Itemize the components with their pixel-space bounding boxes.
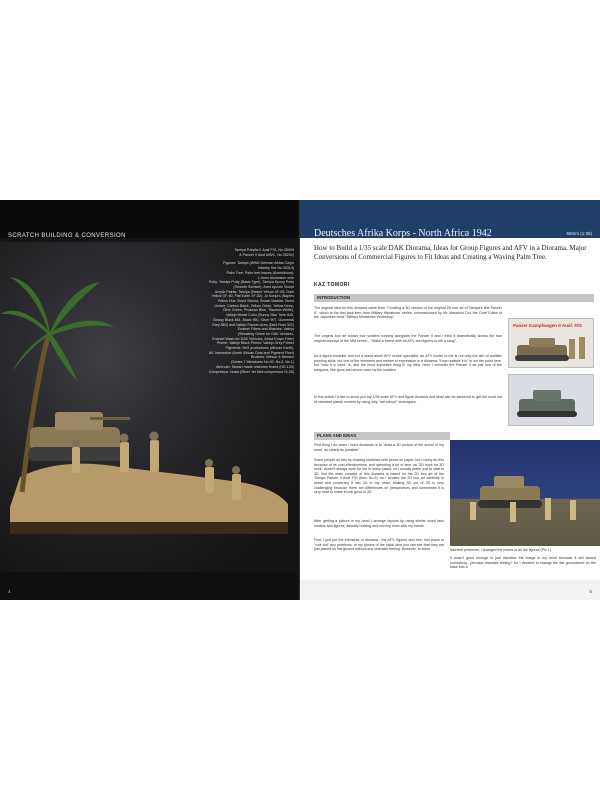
- credit-line: Yellow XF-60, Flat Earth XF-52), Jo Sonja's (Naples: [211, 294, 294, 299]
- palm-fronds: [0, 277, 115, 382]
- plans-paragraph: It wasn't good enough to just visualise the image in my mind because it still lacked something - perhaps dramatic feeling? So I decided to change the flat groundwork on the base into a: [450, 556, 596, 570]
- left-page: [0, 200, 300, 600]
- box-art-images: [508, 318, 594, 430]
- credit-line: Grey 863) and Vallejo Panzer Aces (Dark Rust 302): [211, 322, 294, 327]
- credit-line: Enamel Wash for DAK Vehicles, Africa Korps Filter): [212, 336, 294, 341]
- credit-line: Glossy Black 861, Black 950, Silver 997, Gunmetal: [212, 317, 294, 322]
- right-footer-band: [300, 580, 600, 600]
- credit-line: 1.5mm Aluminium wire: [257, 275, 294, 280]
- credit-line: Tamiya Pzkpfw II Ausf F/G, No.35009: [234, 248, 294, 252]
- credit-line: & Panzer II Ausf A/B/C, No.35292): [239, 252, 294, 257]
- scale-label: 50mm (1:35): [566, 231, 592, 236]
- intro-paragraph: The original idea for this diorama came from "Creating a 3D version of the original 2D box art of Tamiya's first Panzer II", which is the first tank item from Military Miniatures' series, commissioned by Mr. Masahiro Doi, the Chief Editor of the Japanese book "Military Miniatures Workshop".: [314, 306, 502, 320]
- credit-line: Figures: Tamiya (WWII German Africa Corps: [223, 261, 294, 266]
- credit-line: (Streaking Grime for DAK Vehicles,: [237, 331, 294, 336]
- plans-heading: PLANS AND IDEAS: [314, 432, 450, 440]
- plans-paragraph: First thing I do when I build dioramas is to "draw a 3D picture of the scene in my head, as clearly as possible".: [314, 443, 444, 452]
- credit-line: Yellow Hue, Burnt Sienna, Brown Madder, Burnt: [217, 299, 294, 304]
- box-art-panzer: [508, 318, 594, 368]
- materials-credits: [154, 248, 294, 374]
- introduction-heading: INTRODUCTION: [314, 294, 594, 302]
- plans-paragraph: After getting a picture in my head I arrange layouts by using similar sized tank models and figures, actually holding and moving them with my hands.: [314, 519, 444, 528]
- credit-line: Brushes: Winsor & Newton: [251, 355, 294, 360]
- credit-line: (Series 7 Miniatures No.00, No.0, No.1): [231, 360, 294, 365]
- credit-line: Umber, Carbon Black, Yellow Oxide, Yellow Deep,: [214, 303, 294, 308]
- credit-line: Compressor: Iwata (Silver Jet Mini compressor IS-35): [208, 369, 294, 374]
- intro-paragraph: As a figure-modeller and not a stand-alone AFV model specialist, an AFV model to me is not only the aim of realistic painting skills, but one of the elements and means of expression in a diorama. "How realistic it is" is not the point here, but "how it is used" is, and the most important thing in my idea. Here I consider the Panzer II as just one of the weapons, like guns and ammo used by the soldiers.: [314, 354, 502, 372]
- credit-line: Airbrush: Taiwan made unknown brand (HD-130): [216, 364, 294, 369]
- plans-paragraph: Some people do this by drawing sketches with pencil on paper, but I rarely do this because of its cost-effectiveness, and spending a lot of time on "2D work for 3D work" doesn't always work for me in many cases, so I usually prefer just to start in 3D. But the main concept of this diorama is based on the 2D box art of the Tamiya Panzer II Ausf F/G (Item No.9), so I studied the 2D box art carefully in detail and converted it into 3D in my head. Making 3D out of 2D is very challenging because there are differences on perspectives and sometimes it is very hard to make it look good in 3D.: [314, 458, 444, 495]
- credit-line: Infantry Set No.35314): [257, 266, 294, 271]
- left-footer-band: [0, 572, 300, 600]
- intro-paragraph: The original box art shows four soldiers running alongside the Panzer II and I think it dramatically shows the true original concept of the MM series... "Make a scene with an AFV and figures to tell a story".: [314, 334, 502, 343]
- right-page: [300, 200, 600, 600]
- box-art-illustration-2: [509, 375, 595, 427]
- left-page-number: 4: [8, 589, 11, 594]
- credit-line: Vallejo Model Color (Sunny Skin Tone 845,: [226, 313, 294, 318]
- section-title: SCRATCH BUILDING & CONVERSION: [8, 233, 126, 239]
- credit-line: Pigments: MIG productions (African Earth),: [225, 346, 294, 351]
- credit-line: (Smooth Surface), Aves Apoxie Sculpt: [233, 284, 294, 289]
- magazine-spread: [0, 200, 600, 600]
- credit-line: AK-Interactive (North African Dust and Pigment Fixer): [208, 350, 294, 355]
- article-title: Deutsches Afrika Korps - North Africa 1942: [314, 228, 492, 239]
- plans-paragraph: inherent problems, I changed the poses of all the figures (Pic 1).: [450, 548, 552, 552]
- base-plinth: [10, 522, 288, 534]
- credit-line: Palm Tree: Palm tree leaves (Kombiblum);: [226, 270, 294, 275]
- intro-paragraph: In this article I'd like to show you my 1/35 scale AFV and figure diorama and what can be achieved to get the most out of standard plastic models by using only "old school" techniques.: [314, 395, 502, 404]
- article-subtitle: How to Build a 1/35 scale DAK Diorama, Ideas for Group Figures and AFV in a Diorama, Major Conversions of Commercial Figures to Fit Ideas and Creating a Waving Palm Tree.: [314, 244, 587, 261]
- plans-paragraph: First, I just put the elements of diorama - the AFV, figures and tree, into place to "root out" any problems. In my photos of the initial idea you can see that they are just placed on flat ground without any dramatic feeling. However, to solve: [314, 538, 444, 552]
- credit-line: Olive Green, Prussian Blue, Titanium White),: [222, 308, 294, 313]
- box-art-panzer-alt: [508, 374, 594, 426]
- box-art-title: Panzer Kampfwagen II Ausf. F/G: [513, 323, 582, 328]
- initial-layout-photo: [450, 440, 600, 546]
- credit-line: Enamel Filters and Washes: Vallejo: [237, 327, 294, 332]
- credit-line: Putty: Tamiya Putty (Basic Type), Tamiya Epoxy Putty: [208, 280, 294, 285]
- credit-line: Primer: Vallejo Black Primer, Vallejo Grey Primer: [216, 341, 294, 346]
- credit-line: Acrylic Paints: Tamiya (Desert Yellow XF-59, Dark: [214, 289, 294, 294]
- right-page-number: 5: [589, 589, 592, 594]
- initial-layout-illustration: [450, 440, 600, 546]
- diorama-base: [10, 464, 288, 522]
- author-byline: KAZ TOMORI: [314, 282, 350, 288]
